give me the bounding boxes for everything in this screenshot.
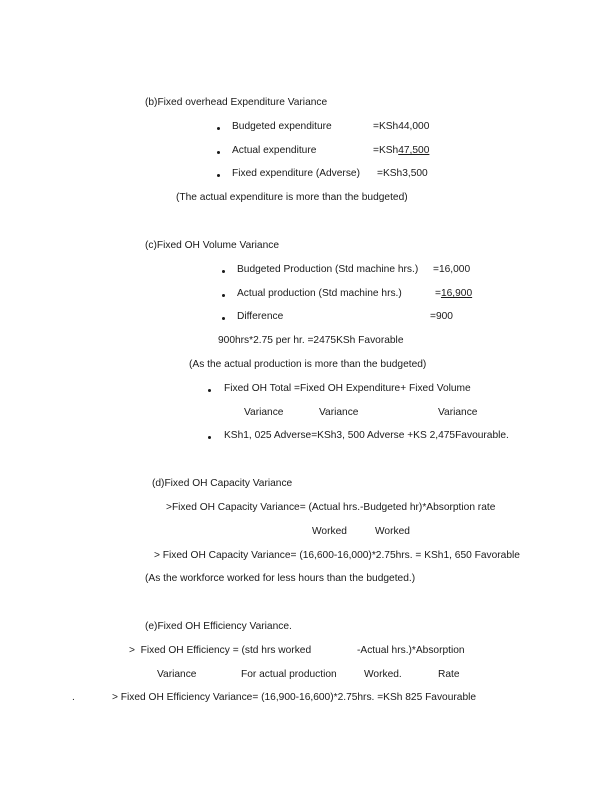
efficiency-formula-sub-4: Rate [438, 669, 460, 680]
section-c-heading: (c)Fixed OH Volume Variance [145, 240, 279, 251]
bullet-icon [217, 174, 220, 177]
volume-calculation: 900hrs*2.75 per hr. =2475KSh Favorable [218, 335, 404, 346]
fixed-expenditure-value: =KSh3,500 [377, 168, 428, 179]
efficiency-formula-sub-1: Variance [157, 669, 197, 680]
budgeted-production-label: Budgeted Production (Std machine hrs.) [237, 264, 419, 275]
budgeted-expenditure-value: =KSh44,000 [373, 121, 430, 132]
bullet-icon [217, 127, 220, 130]
difference-value: =900 [430, 311, 453, 322]
leading-mark: . [72, 692, 75, 703]
capacity-formula-sub-2: Worked [375, 526, 410, 537]
efficiency-formula-right: -Actual hrs.)*Absorption [357, 645, 465, 656]
total-formula-sub-3: Variance [438, 407, 478, 418]
total-formula-sub-1: Variance [244, 407, 284, 418]
section-c-note: (As the actual production is more than the budgeted) [189, 359, 427, 370]
section-b-heading: (b)Fixed overhead Expenditure Variance [145, 97, 328, 108]
bullet-icon [222, 294, 225, 297]
section-b-note: (The actual expenditure is more than the budgeted) [176, 192, 408, 203]
difference-label: Difference [237, 311, 284, 322]
efficiency-calculation: > Fixed OH Efficiency Variance= (16,900-16,600)*2.75hrs. =KSh 825 Favourable [112, 692, 477, 703]
budgeted-expenditure-label: Budgeted expenditure [232, 121, 332, 132]
capacity-formula-sub-1: Worked [312, 526, 347, 537]
section-d-note: (As the workforce worked for less hours than the budgeted.) [145, 573, 416, 584]
actual-production-label: Actual production (Std machine hrs.) [237, 288, 402, 299]
bullet-icon [208, 436, 211, 439]
capacity-formula: >Fixed OH Capacity Variance= (Actual hrs.-Budgeted hr)*Absorption rate [166, 502, 496, 513]
section-d-heading: (d)Fixed OH Capacity Variance [152, 478, 293, 489]
actual-expenditure-label: Actual expenditure [232, 145, 317, 156]
efficiency-formula-sub-3: Worked. [364, 669, 402, 680]
fixed-expenditure-label: Fixed expenditure (Adverse) [232, 168, 360, 179]
capacity-calculation: > Fixed OH Capacity Variance= (16,600-16,000)*2.75hrs. = KSh1, 650 Favorable [154, 550, 520, 561]
total-formula-sub-2: Variance [319, 407, 359, 418]
actual-expenditure-value: =KSh47,500 [373, 145, 430, 156]
bullet-icon [222, 270, 225, 273]
bullet-icon [208, 389, 211, 392]
bullet-icon [222, 317, 225, 320]
actual-production-value: =16,900 [435, 288, 473, 299]
budgeted-production-value: =16,000 [433, 264, 471, 275]
efficiency-formula-left: > Fixed OH Efficiency = (std hrs worked [129, 645, 312, 656]
bullet-icon [217, 151, 220, 154]
total-result: KSh1, 025 Adverse=KSh3, 500 Adverse +KS 2,475Favourable. [224, 430, 509, 441]
section-e-heading: (e)Fixed OH Efficiency Variance. [145, 621, 292, 632]
total-formula: Fixed OH Total =Fixed OH Expenditure+ Fixed Volume [224, 383, 471, 394]
efficiency-formula-sub-2: For actual production [241, 669, 337, 680]
